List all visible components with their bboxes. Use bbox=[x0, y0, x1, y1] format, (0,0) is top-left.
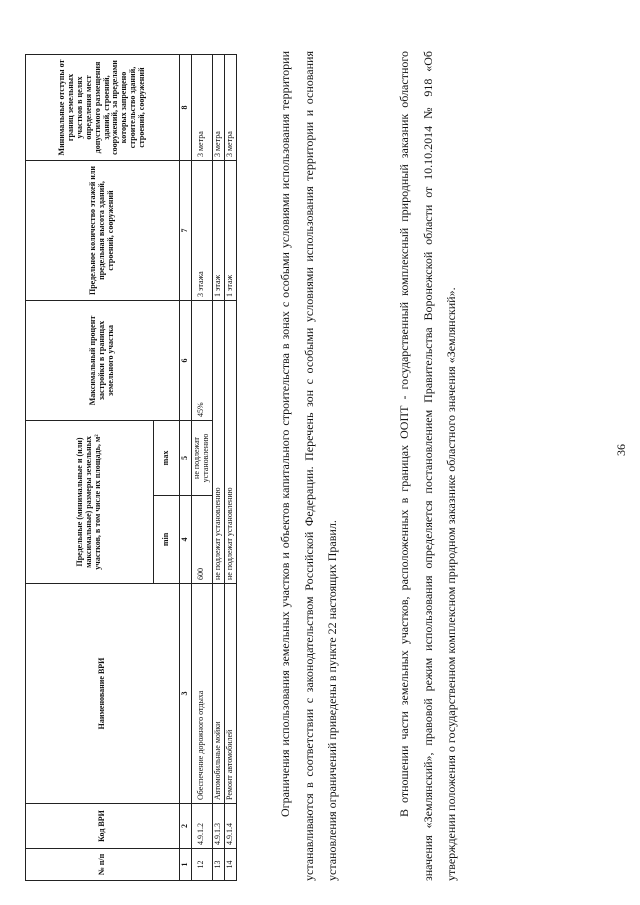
col-number: 5 bbox=[180, 421, 192, 496]
cell-name: Ремонт автомобилей bbox=[224, 584, 236, 804]
col-number: 4 bbox=[180, 496, 192, 584]
cell-num: 13 bbox=[212, 849, 224, 881]
col-number: 2 bbox=[180, 804, 192, 849]
cell-setback: 3 метра bbox=[191, 55, 212, 161]
cell-merged: не подлежат установлению bbox=[212, 301, 224, 584]
table-row bbox=[224, 55, 236, 881]
header-code: Код ВРИ bbox=[26, 804, 180, 849]
cell-merged: не подлежат установлению bbox=[224, 301, 236, 584]
col-number: 8 bbox=[180, 55, 192, 161]
paragraph-text: В отношении части земельных участков, расположенных в границах ООПТ - государственный комплексный природный заказник областного значения «Землянский», правовой режим использования определяется постановлением Правительства Воронежской области от 10.10.2014 № 918 «Об утверждении положения о государственном комплексном природном заказнике областного значения «Землянский». bbox=[397, 51, 458, 881]
paragraph-text: Ограничения использования земельных участков и объектов капитального строительства в зонах с особыми условиями использования территории устанавливаются в соответствии с законодательством Российской Федерации. Перечень зон с особыми условиями использования территории и основания установления ограничений приведены в пункте 22 настоящих Правил. bbox=[278, 51, 339, 881]
header-setback: Минимальные отступы от границ земельных участков в целях определения мест допустимого размещения зданий, строений, сооружений, за пределами которых запрещено строительство зданий, строений, сооружений bbox=[26, 55, 180, 161]
cell-floors: 1 этаж bbox=[224, 161, 236, 301]
header-percent: Максимальный процент застройки в границах земельного участка bbox=[26, 301, 180, 421]
vri-table bbox=[25, 54, 237, 881]
cell-min: 600 bbox=[191, 496, 212, 584]
table-header-row bbox=[26, 55, 154, 881]
cell-setback: 3 метра bbox=[212, 55, 224, 161]
col-number: 3 bbox=[180, 584, 192, 804]
column-number-row bbox=[180, 55, 192, 881]
header-floors: Предельное количество этажей или предельная высота зданий, строений, сооружений bbox=[26, 161, 180, 301]
col-number: 7 bbox=[180, 161, 192, 301]
header-max: max bbox=[154, 421, 180, 496]
cell-num: 14 bbox=[224, 849, 236, 881]
cell-floors: 1 этаж bbox=[212, 161, 224, 301]
header-name: Наименование ВРИ bbox=[26, 584, 180, 804]
cell-name: Обеспечение дорожного отдыха bbox=[191, 584, 212, 804]
page-number: 36 bbox=[614, 444, 628, 456]
col-number: 6 bbox=[180, 301, 192, 421]
header-sizes: Предельные (минимальные и (или) максимальные) размеры земельных участков, в том числе их площадь, м² bbox=[26, 421, 154, 584]
paragraph-restrictions bbox=[274, 51, 345, 881]
cell-code: 4.9.1.2 bbox=[191, 804, 212, 849]
cell-floors: 3 этажа bbox=[191, 161, 212, 301]
cell-num: 12 bbox=[191, 849, 212, 881]
header-num: № п/п bbox=[26, 849, 180, 881]
paragraph-oopt bbox=[393, 51, 464, 881]
cell-percent: 45% bbox=[191, 301, 212, 421]
col-number: 1 bbox=[180, 849, 192, 881]
cell-max: не подлежат установлению bbox=[191, 421, 212, 496]
cell-code: 4.9.1.4 bbox=[224, 804, 236, 849]
header-min: min bbox=[154, 496, 180, 584]
cell-code: 4.9.1.3 bbox=[212, 804, 224, 849]
table-row bbox=[212, 55, 224, 881]
table-row bbox=[191, 55, 212, 881]
cell-name: Автомобильные мойки bbox=[212, 584, 224, 804]
cell-setback: 3 метра bbox=[224, 55, 236, 161]
